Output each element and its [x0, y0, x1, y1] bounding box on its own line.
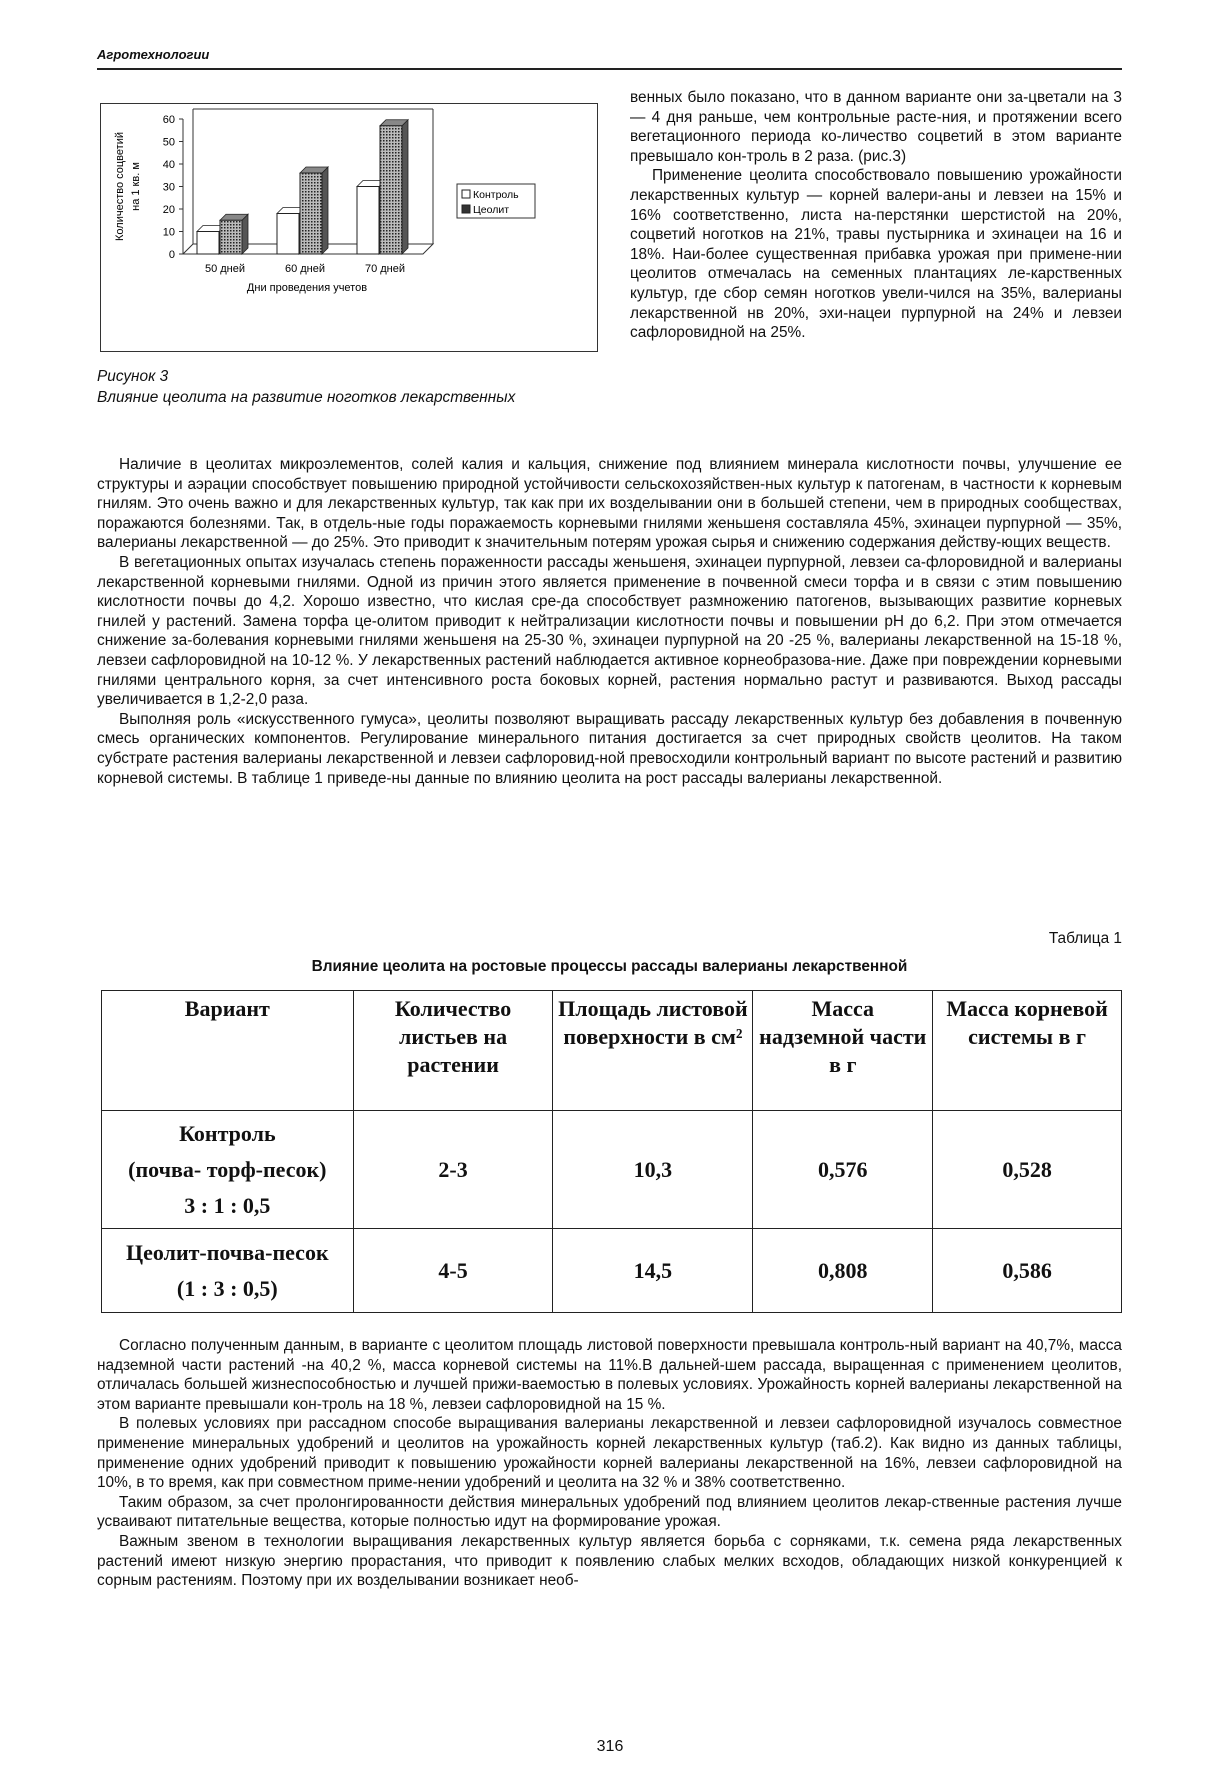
y-axis-label: Количество соцветий: [114, 132, 126, 241]
paragraph: Применение цеолита способствовало повышению урожайности лекарственных культур — корней валери-аны и левзеи на 15% и 16% соответственно, листа на-перстянки шерстистой на 20%, соцветий ноготков на 21%, травы пустырника и эхинацеи на 16 и 18%. Наи-более существенная прибавка урожая при примене-нии цеолитов отмечалась на семенных плантациях ле-карственных культур, где сбор семян ноготков увели-чился на 35%, валерианы лекарственной нв 20%, эхи-нацеи пурпурной на 24% и левзеи сафлоровидной на 25%.: [630, 167, 1122, 342]
variant-cell: [102, 1111, 354, 1229]
legend-swatch-control: [462, 190, 470, 198]
body-text-lower: [97, 1336, 1122, 1591]
table-row: [102, 1229, 1122, 1313]
figure-3-chart: [100, 103, 598, 352]
paragraph: Наличие в цеолитах микроэлементов, солей калия и кальция, снижение под влиянием минерала кислотности почвы, улучшение ее структуры и аэрации способствует повышению природной устойчивости сельскохозяйствен-ных культур к патогенам, в частности к корневым гнилям. Это очень важно и для лекарственных культур, так как при их возделывании они в большей степени, чем в природных сообществах, поражаются болезнями. Так, в отдель-ные годы поражаемость корневыми гнилями женьшеня составляла 45%, эхинацеи пурпурной — 35%, валерианы лекарственной — до 25%. Это приводит к значительным потерям урожая сырья и снижению содержания действу-ющих веществ.: [97, 456, 1122, 552]
table-label: Таблица 1: [1048, 930, 1122, 947]
paragraph: Важным звеном в технологии выращивания лекарственных культур является борьба с сорняками, т.к. семена ряда лекарственных растений имеют низкую энергию прорастания, что приводит к появлению слабых мелких всходов, обладающих низкой конкуренцией к сорным растениям. Поэтому при их возделывании возникает необ-: [97, 1532, 1122, 1590]
paragraph: В полевых условиях при рассадном способе выращивания валерианы лекарственной и левзеи сафлоровидной изучалось совместное применение минеральных удобрений и цеолитов на урожайность корней лекарственных культур (таб.2). Как видно из данных таблицы, применение одних удобрений приводит к повышению урожайности корней валерианы лекарственной на 16%, левзеи сафлоровидной на 10%, в то время, как при совместном приме-нении удобрений и цеолита на 32 % и 38% соответственно.: [97, 1415, 1122, 1492]
bar-zeolite: [300, 173, 322, 254]
y-axis-label: на 1 кв. м: [130, 162, 142, 211]
right-column-text: [630, 88, 1122, 343]
section-title: Агротехнологии: [97, 47, 210, 62]
figure-caption-text: Влияние цеолита на развитие ноготков лекарственных: [97, 389, 516, 406]
paragraph: В вегетационных опытах изучалась степень пораженности рассады женьшеня, эхинацеи пурпурной, левзеи са-флоровидной и валерианы лекарственной корневыми гнилями. Одной из причин этого является применение в почвенной смеси торфа и в связи с этим повышению кислотности почвы до 4,2. Хорошо известно, что кислая сре-да способствует размножению патогенов, вызывающих развитие корневых гнилей у растений. Замена торфа це-олитом приводит к нейтрализации кислотности почвы и повышении рН до 6,2. При этом отмечается снижение за-болевания корневыми гнилями женьшеня на 25-30 %, эхинацеи пурпурной на 20 -25 %, валерианы лекарственной на 15-18 %, левзеи сафлоровидной на 10-12 %. У лекарственных растений наблюдается активное корнеобразова-ние. Даже при повреждении корневыми гнилями центрального корня, за счет интенсивного роста боковых корней, растения нормально растут и развиваются. Выход рассады увеличивается в 1,2-2,0 раза.: [97, 553, 1122, 709]
y-tick-label: 30: [162, 181, 175, 194]
paragraph: Согласно полученным данным, в варианте с цеолитом площадь листовой поверхности превышала контроль-ный вариант на 40,7%, масса надземной части растений -на 40,2 %, масса корневой системы на 11%.В дальней-шем рассада, выращенная с применением цеолитов, отличалась большей жизнеспособностью и лучшей прижи-ваемостью в полевых условиях. Урожайность корней валерианы лекарственной на этом варианте превышали кон-троль на 18 %, левзеи сафлоровидной на 15 %.: [97, 1337, 1122, 1413]
y-tick-label: 60: [162, 114, 175, 126]
bar-control: [277, 214, 299, 255]
y-tick-label: 40: [162, 159, 175, 171]
running-header: [97, 46, 1122, 70]
bar-control: [197, 232, 219, 255]
legend-label: Цеолит: [473, 204, 510, 216]
bar-side: [322, 167, 328, 254]
table-cell: 0,576: [753, 1111, 933, 1229]
column-header: Площадь листовой поверхности в см²: [553, 991, 753, 1111]
figure-label: Рисунок 3: [97, 368, 169, 385]
bar-side: [402, 120, 408, 254]
column-header: Масса надземной части в г: [753, 991, 933, 1111]
chart-back-wall: [183, 109, 193, 254]
y-tick-label: 20: [162, 204, 175, 216]
table-row: [102, 1111, 1122, 1229]
variant-line: 3 : 1 : 0,5: [184, 1192, 271, 1218]
x-tick-label: 50 дней: [204, 263, 246, 275]
table-cell: 10,3: [553, 1111, 753, 1229]
variant-line: Контроль: [179, 1120, 276, 1146]
bar-chart: [101, 104, 597, 351]
x-axis-label: Дни проведения учетов: [246, 282, 368, 294]
column-header: Масса корневой системы в г: [933, 991, 1122, 1111]
bar-zeolite: [380, 126, 402, 254]
variant-line: Цеолит-почва-песок: [126, 1239, 329, 1265]
table-cell: 0,528: [933, 1111, 1122, 1229]
body-text-upper: [97, 455, 1122, 788]
bar-zeolite: [220, 220, 242, 254]
column-header: Вариант: [102, 991, 354, 1111]
figure-caption: [97, 366, 617, 408]
paragraph: венных было показано, что в данном варианте они за-цветали на 3 — 4 дня раньше, чем контрольные расте-ния, и протяжении всего вегетационного периода ко-личество соцветий в этом варианте превышало кон-троль в 2 раза. (рис.3): [630, 89, 1122, 165]
legend-swatch-zeolite: [462, 205, 470, 213]
paragraph: Таким образом, за счет пролонгированности действия минеральных удобрений под влиянием цеолитов лекар-ственные растения лучше усваивают питательные вещества, которые полностью идут на формирование урожая.: [97, 1493, 1122, 1531]
legend-label: Контроль: [473, 189, 519, 201]
table-cell: 0,808: [753, 1229, 933, 1313]
table-cell: 4-5: [353, 1229, 553, 1313]
bar-side: [242, 214, 248, 254]
bar-control: [357, 187, 379, 255]
y-tick-label: 0: [168, 249, 175, 261]
x-tick-label: 60 дней: [284, 263, 326, 275]
page-number: 316: [596, 1738, 624, 1755]
y-tick-label: 10: [162, 226, 175, 239]
table-title: Влияние цеолита на ростовые процессы рассады валерианы лекарственной: [311, 958, 908, 975]
table-header-row: [102, 991, 1122, 1111]
y-tick-label: 50: [162, 136, 175, 149]
table-cell: 14,5: [553, 1229, 753, 1313]
variant-line: (1 : 3 : 0,5): [176, 1275, 278, 1301]
variant-cell: [102, 1229, 354, 1313]
paragraph: Выполняя роль «искусственного гумуса», цеолиты позволяют выращивать рассаду лекарственных культур без добавления в почвенную смесь органических компонентов. Регулирование минерального питания достигается за счет природных свойств цеолитов. На таком субстрате растения валерианы лекарственной и левзеи сафлоровид-ной превосходили контрольный вариант по высоте растений и развитию корневой системы. В таблице 1 приведе-ны данные по влиянию цеолита на рост рассады валерианы лекарственной.: [97, 710, 1122, 787]
table-cell: 0,586: [933, 1229, 1122, 1313]
variant-line: (почва- торф-песок): [128, 1156, 327, 1182]
x-tick-label: 70 дней: [364, 263, 406, 275]
data-table: [101, 990, 1122, 1313]
table-cell: 2-3: [353, 1111, 553, 1229]
column-header: Количество листьев на растении: [353, 991, 553, 1111]
